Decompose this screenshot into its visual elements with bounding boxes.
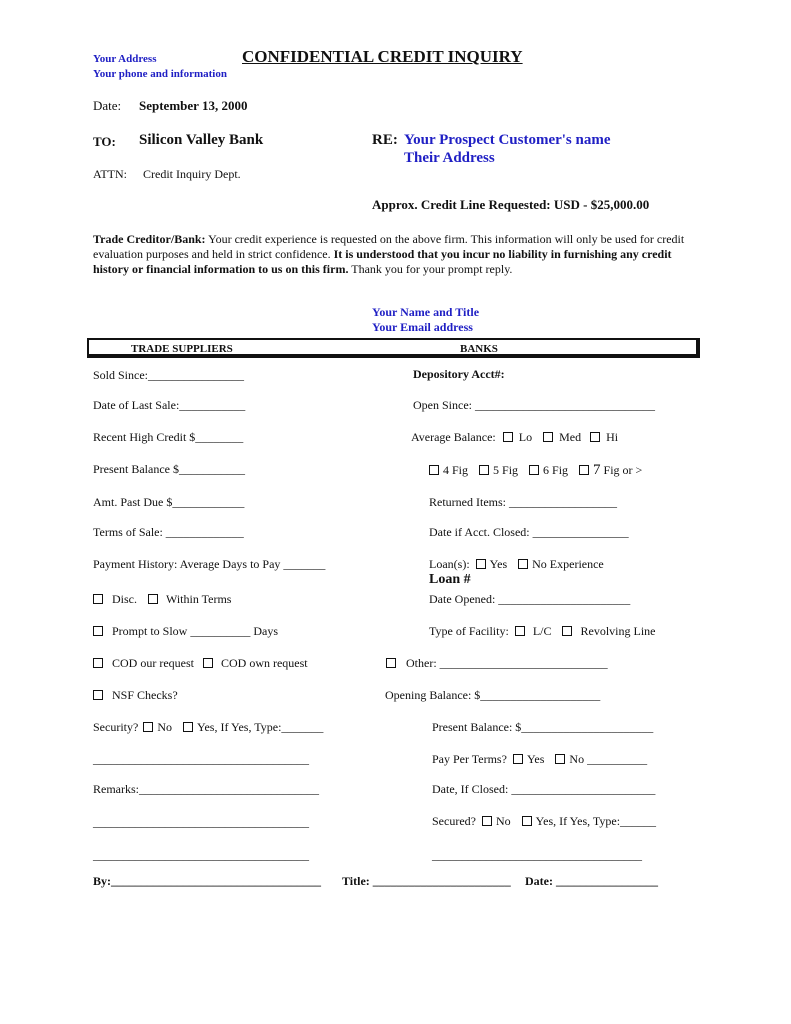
within-terms-label: Within Terms <box>166 592 232 606</box>
sender-email: Your Email address <box>372 320 473 334</box>
secured-row <box>432 814 656 829</box>
re-prospect-name: Your Prospect Customer's name <box>404 132 611 148</box>
sold-since-field[interactable]: Sold Since:________________ <box>93 368 245 382</box>
to-value: Silicon Valley Bank <box>139 132 264 148</box>
secured-no-checkbox[interactable] <box>482 816 492 826</box>
date-acct-closed-field[interactable]: Date if Acct. Closed: ________________ <box>429 525 629 539</box>
payment-history-field[interactable]: Payment History: Average Days to Pay _______ <box>93 557 326 571</box>
prompt-slow-checkbox[interactable] <box>93 626 103 636</box>
body-lead: Trade Creditor/Bank: <box>93 232 206 246</box>
date-value: September 13, 2000 <box>139 98 248 113</box>
facility-revolving-label: Revolving Line <box>580 624 656 638</box>
cod-our-label: COD our request <box>112 656 194 670</box>
col-trade-suppliers: TRADE SUPPLIERS <box>131 343 233 355</box>
security-yes-checkbox[interactable] <box>183 722 193 732</box>
body-bold: It is understood that you incur no liability in furnishing any credit history or financial information to us on this firm. <box>93 247 672 276</box>
cod-own-label: COD own request <box>220 656 308 670</box>
credit-line-requested: Approx. Credit Line Requested: USD - $25,000.00 <box>372 197 650 212</box>
body-text-1: Your credit experience is requested on the above firm. This information will only be used for credit evaluation purposes and held in strict confidence. <box>93 232 685 261</box>
loans-row <box>429 557 604 572</box>
avg-hi-checkbox[interactable] <box>590 432 600 442</box>
date-opened-field[interactable]: Date Opened: ______________________ <box>429 592 631 606</box>
disc-row <box>93 592 231 607</box>
secured-yes-type-field[interactable]: Yes, If Yes, Type:______ <box>535 814 657 828</box>
ppt-yes-checkbox[interactable] <box>513 754 523 764</box>
facility-lc-label: L/C <box>532 624 552 638</box>
to-label: TO: <box>93 134 116 149</box>
facility-label: Type of Facility: <box>429 624 509 638</box>
security-no-label: No <box>157 720 172 734</box>
avg-lo-label: Lo <box>518 430 533 444</box>
body-text-2: Thank you for your prompt reply. <box>348 262 513 276</box>
bank-present-balance-field[interactable]: Present Balance: $______________________ <box>432 720 654 734</box>
date-if-closed-field[interactable]: Date, If Closed: ________________________ <box>432 782 656 796</box>
ppt-yes-label: Yes <box>526 752 545 766</box>
facility-row <box>429 624 655 639</box>
fig5-label: 5 Fig <box>493 463 519 477</box>
security-label: Security? <box>93 720 139 734</box>
fig4-checkbox[interactable] <box>429 465 439 475</box>
depository-acct-label: Depository Acct#: <box>413 367 505 381</box>
avg-med-label: Med <box>559 430 582 444</box>
remarks-field[interactable]: Remarks:______________________________ <box>93 782 319 796</box>
returned-items-field[interactable]: Returned Items: __________________ <box>429 495 617 509</box>
your-address: Your Address <box>93 53 157 65</box>
attn-label: ATTN: <box>93 167 127 181</box>
nsf-row <box>93 688 178 703</box>
nsf-label: NSF Checks? <box>112 688 178 702</box>
prompt-slow-row <box>93 624 278 639</box>
fig7-label: Fig or > <box>603 463 643 477</box>
opening-balance-field[interactable]: Opening Balance: $____________________ <box>385 688 601 702</box>
security-row <box>93 720 323 735</box>
fig6-checkbox[interactable] <box>529 465 539 475</box>
avg-lo-checkbox[interactable] <box>503 432 513 442</box>
other-checkbox[interactable] <box>386 658 396 668</box>
facility-lc-checkbox[interactable] <box>515 626 525 636</box>
other-field[interactable]: Other: ____________________________ <box>406 656 608 670</box>
attn-value: Credit Inquiry Dept. <box>143 167 241 181</box>
pay-per-terms-row <box>432 752 647 767</box>
secured-yes-checkbox[interactable] <box>522 816 532 826</box>
security-type-line[interactable]: ____________________________________ <box>93 752 309 766</box>
security-yes-type-field[interactable]: Yes, If Yes, Type:_______ <box>197 720 324 734</box>
loans-label: Loan(s): <box>429 557 470 571</box>
present-balance-field[interactable]: Present Balance $___________ <box>93 462 245 476</box>
secured-label: Secured? <box>432 814 476 828</box>
date-field[interactable]: Date: _________________ <box>525 874 658 888</box>
amt-past-due-field[interactable]: Amt. Past Due $____________ <box>93 495 245 509</box>
re-label: RE: <box>372 132 398 148</box>
cod-own-checkbox[interactable] <box>203 658 213 668</box>
loans-yes-checkbox[interactable] <box>476 559 486 569</box>
facility-revolving-checkbox[interactable] <box>562 626 572 636</box>
by-field[interactable]: By:___________________________________ <box>93 874 321 888</box>
date-label: Date: <box>93 98 122 113</box>
secured-type-line[interactable]: ___________________________________ <box>432 848 642 862</box>
security-no-checkbox[interactable] <box>143 722 153 732</box>
avg-hi-label: Hi <box>606 430 619 444</box>
loan-number-label: Loan # <box>429 572 471 587</box>
avg-balance-row <box>411 430 618 445</box>
nsf-checkbox[interactable] <box>93 690 103 700</box>
fig5-checkbox[interactable] <box>479 465 489 475</box>
pay-per-terms-label: Pay Per Terms? <box>432 752 507 766</box>
loans-yes-label: Yes <box>489 557 508 571</box>
loans-no-experience-label: No Experience <box>532 557 604 571</box>
open-since-field[interactable]: Open Since: ______________________________ <box>413 398 655 412</box>
loans-no-experience-checkbox[interactable] <box>518 559 528 569</box>
fig4-label: 4 Fig <box>443 463 469 477</box>
other-row <box>386 656 608 671</box>
your-phone: Your phone and information <box>93 68 227 80</box>
col-banks: BANKS <box>460 343 498 355</box>
avg-balance-label: Average Balance: <box>411 430 496 444</box>
secured-no-label: No <box>495 814 511 828</box>
prompt-slow-field[interactable]: Prompt to Slow __________ Days <box>112 624 279 638</box>
avg-med-checkbox[interactable] <box>543 432 553 442</box>
re-address: Their Address <box>404 150 495 166</box>
title-field[interactable]: Title: _______________________ <box>342 874 511 888</box>
page-title: CONFIDENTIAL CREDIT INQUIRY <box>242 47 523 66</box>
disc-label: Disc. <box>112 592 137 606</box>
fig-row <box>429 462 642 479</box>
date-of-last-sale-field[interactable]: Date of Last Sale:___________ <box>93 398 246 412</box>
ppt-no-field[interactable]: No __________ <box>569 752 648 766</box>
fig7-checkbox[interactable] <box>579 465 589 475</box>
disc-checkbox[interactable] <box>93 594 103 604</box>
cod-our-checkbox[interactable] <box>93 658 103 668</box>
terms-of-sale-field[interactable]: Terms of Sale: _____________ <box>93 525 244 539</box>
sender-name-title: Your Name and Title <box>372 305 480 319</box>
fig6-label: 6 Fig <box>543 463 569 477</box>
body-paragraph <box>93 232 693 277</box>
remarks-line-2[interactable]: ____________________________________ <box>93 815 309 829</box>
cod-row <box>93 656 308 671</box>
recent-high-credit-field[interactable]: Recent High Credit $________ <box>93 430 244 444</box>
within-terms-checkbox[interactable] <box>148 594 158 604</box>
remarks-line-3[interactable]: ____________________________________ <box>93 848 309 862</box>
ppt-no-checkbox[interactable] <box>555 754 565 764</box>
fig7-number: 7 <box>593 462 601 478</box>
